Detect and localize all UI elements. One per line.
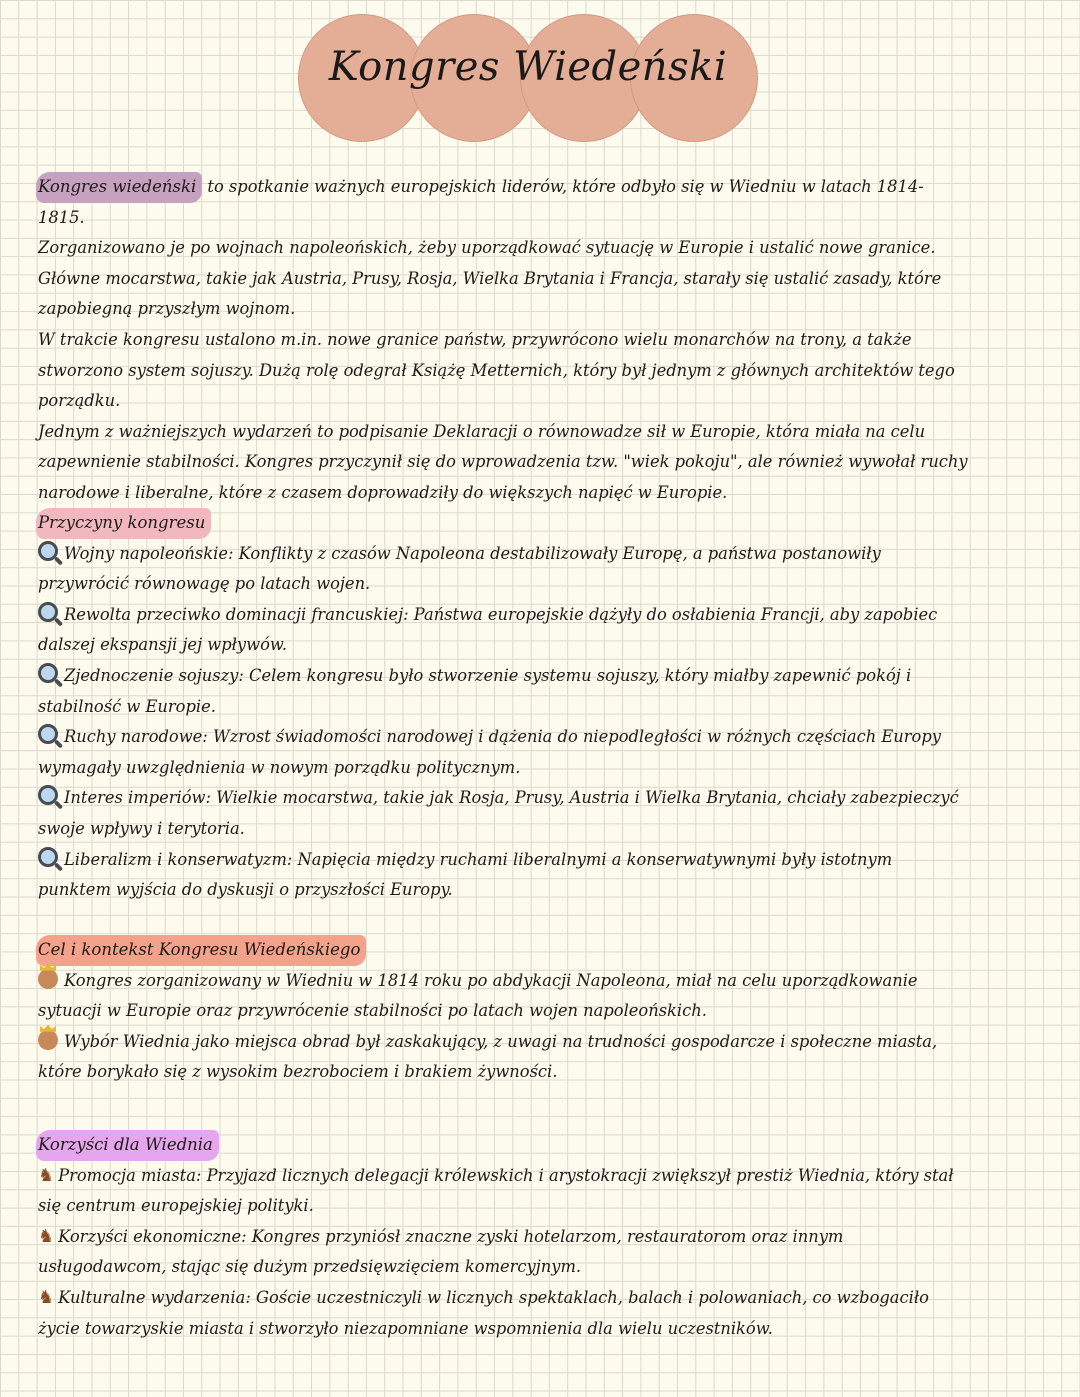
intro-term: Kongres wiedeński	[36, 172, 202, 203]
list-item: Wojny napoleońskie: Konflikty z czasów Napoleona destabilizowały Europę, a państwa postanowiły przywrócić równowagę po latach wojen.	[38, 539, 968, 600]
list-item: Kongres zorganizowany w Wiedniu w 1814 roku po abdykacji Napoleona, miał na celu uporządkowanie sytuacji w Europie oraz przywrócenie stabilności po latach wojen napoleońskich.	[38, 970, 918, 1021]
list-item: Liberalizm i konserwatyzm: Napięcia między ruchami liberalnymi a konserwatywnymi były istotnym punktem wyjścia do dyskusji o przyszłości Europy.	[38, 845, 968, 906]
magnifying-glass-icon	[38, 785, 58, 805]
context-heading: Cel i kontekst Kongresu Wiedeńskiego	[36, 935, 366, 966]
causes-heading: Przyczyny kongresu	[36, 508, 211, 539]
intro-text-1: to spotkanie ważnych europejskich liderów, które odbyło się w Wiedniu w latach 1814-1815.	[38, 177, 924, 227]
magnifying-glass-icon	[38, 602, 58, 622]
magnifying-glass-icon	[38, 847, 58, 867]
benefits-section	[38, 1130, 968, 1344]
page-title: Kongres Wiedeński	[328, 44, 728, 90]
list-item: Wybór Wiednia jako miejsca obrad był zaskakujący, z uwagi na trudności gospodarcze i społeczne miasta, które borykało się z wysokim bezrobociem i brakiem żywności.	[38, 1031, 938, 1082]
benefits-heading: Korzyści dla Wiednia	[36, 1130, 219, 1161]
intro-section	[38, 172, 968, 509]
crowned-person-icon	[38, 1030, 58, 1050]
crowned-person-icon	[38, 969, 58, 989]
horse-icon: ♞	[38, 1286, 55, 1308]
intro-paragraph-1	[38, 172, 968, 233]
intro-paragraph-3: Główne mocarstwa, takie jak Austria, Prusy, Rosja, Wielka Brytania i Francja, starały się ustalić zasady, które zapobiegną przyszłym wojnom.	[38, 268, 942, 319]
list-item: Rewolta przeciwko dominacji francuskiej: Państwa europejskie dążyły do osłabienia Francji, aby zapobiec dalszej ekspansji jej wpływów.	[38, 600, 968, 661]
magnifying-glass-icon	[38, 724, 58, 744]
magnifying-glass-icon	[38, 663, 58, 683]
title-banner	[298, 14, 758, 140]
causes-section	[38, 508, 968, 906]
list-item: Interes imperiów: Wielkie mocarstwa, takie jak Rosja, Prusy, Austria i Wielka Brytania, chciały zabezpieczyć swoje wpływy i terytoria.	[38, 783, 968, 844]
list-item: Zjednoczenie sojuszy: Celem kongresu było stworzenie systemu sojuszy, który miałby zapewnić pokój i stabilność w Europie.	[38, 661, 968, 722]
magnifying-glass-icon	[38, 541, 58, 561]
context-section	[38, 935, 968, 1088]
intro-paragraph-4: W trakcie kongresu ustalono m.in. nowe granice państw, przywrócono wielu monarchów na trony, a także stworzono system sojuszy. Dużą rolę odegrał Książę Metternich, który był jednym z głównych architektów tego porządku.	[38, 329, 955, 411]
list-item: Ruchy narodowe: Wzrost świadomości narodowej i dążenia do niepodległości w różnych częściach Europy wymagały uwzględnienia w nowym porządku politycznym.	[38, 722, 968, 783]
horse-icon: ♞	[38, 1164, 55, 1186]
list-item: ♞ Kulturalne wydarzenia: Goście uczestniczyli w licznych spektaklach, balach i polowaniach, co wzbogaciło życie towarzyskie miasta i stworzyło niezapomniane wspomnienia dla wielu uczestników.	[38, 1283, 968, 1344]
list-item: ♞ Korzyści ekonomiczne: Kongres przyniósł znaczne zyski hotelarzom, restauratorom oraz innym usługodawcom, stając się dużym przedsięwzięciem komercyjnym.	[38, 1222, 968, 1283]
intro-paragraph-5: Jednym z ważniejszych wydarzeń to podpisanie Deklaracji o równowadze sił w Europie, która miała na celu zapewnienie stabilności. Kongres przyczynił się do wprowadzenia tzw. "wiek pokoju", ale również wywołał ruchy narodowe i liberalne, które z czasem doprowadziły do większych napięć w Europie.	[38, 421, 968, 502]
intro-paragraph-2: Zorganizowano je po wojnach napoleońskich, żeby uporządkować sytuację w Europie i ustalić nowe granice.	[38, 238, 936, 258]
list-item: ♞ Promocja miasta: Przyjazd licznych delegacji królewskich i arystokracji zwiększył prestiż Wiednia, który stał się centrum europejskiej polityki.	[38, 1161, 968, 1222]
horse-icon: ♞	[38, 1225, 55, 1247]
